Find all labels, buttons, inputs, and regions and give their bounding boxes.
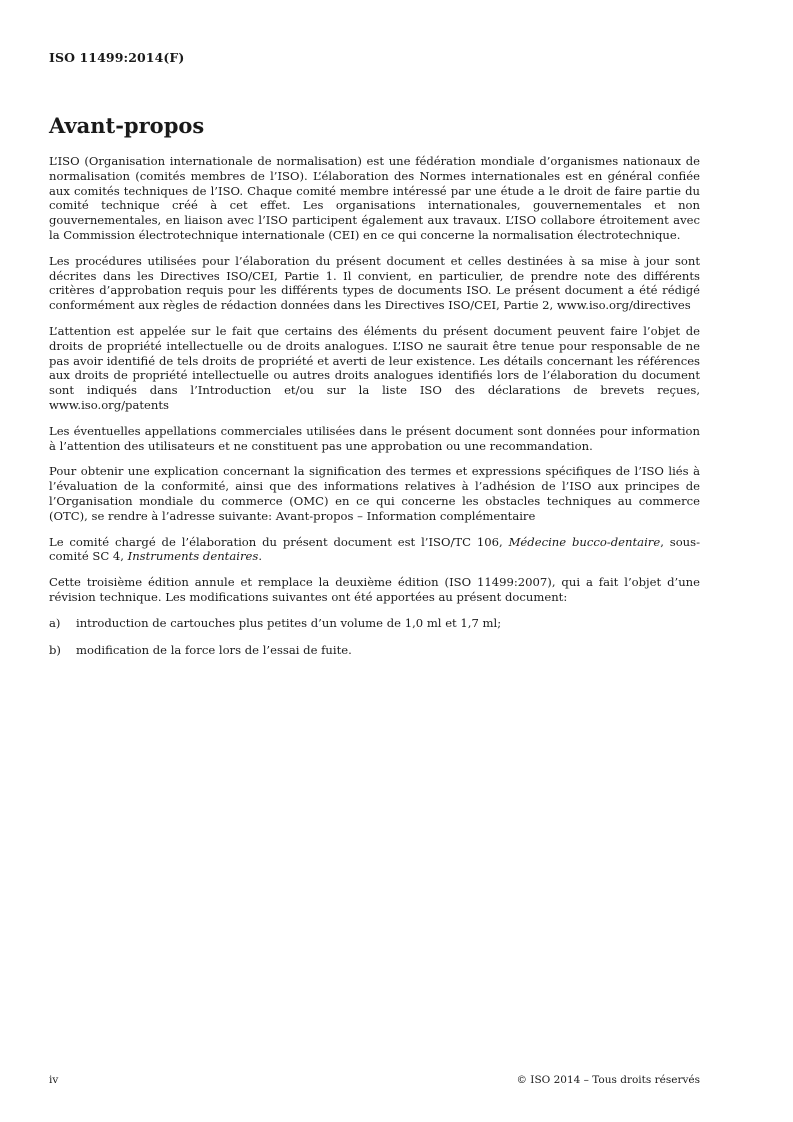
body-text — [49, 154, 700, 669]
changes-list — [49, 616, 700, 658]
committee-sc-title: Instruments dentaires — [127, 549, 259, 564]
list-marker: b) — [49, 642, 61, 657]
paragraph-iso-intro: L’ISO (Organisation internationale de normalisation) est une fédération mondiale d’organismes nationaux de normalisation (comités membres de l’ISO). L’élaboration des Normes internationales est en général confiée aux comités techniques de l’ISO. Chaque comité membre intéressé par une étude a le droit de faire partie du comité technique créé à cet effet. Les organisations internationales, gouvernementales et non gouvernementales, en liaison avec l’ISO participent également aux travaux. L’ISO collabore étroitement avec la Commission électrotechnique internationale (CEI) en ce qui concerne la normalisation électrotechnique. — [49, 154, 700, 242]
paragraph-trade-names: Les éventuelles appellations commerciales utilisées dans le présent document sont données pour information à l’attention des utilisateurs et ne constituent pas une approbation ou une recommandation. — [49, 423, 700, 453]
page-title: Avant-propos — [49, 113, 205, 138]
page-footer — [49, 1074, 700, 1086]
paragraph-edition: Cette troisième édition annule et remplace la deuxième édition (ISO 11499:2007), qui a fait l’objet d’une révision technique. Les modifications suivantes ont été apportées au présent document: — [49, 575, 700, 604]
list-item — [49, 643, 700, 658]
paragraph-committee — [49, 535, 700, 565]
document-id: ISO 11499:2014(F) — [49, 50, 185, 65]
committee-lead: Le comité chargé de l’élaboration du présent document est l’ISO/TC 106, — [49, 534, 509, 549]
committee-end: . — [258, 549, 262, 564]
paragraph-procedures: Les procédures utilisées pour l’élaboration du présent document et celles destinées à sa mise à jour sont décrites dans les Directives ISO/CEI, Partie 1. Il convient, en particulier, de prendre note des différents critères d’approbation requis pour les différents types de documents ISO. Le présent document a été rédigé conformément aux règles de rédaction données dans les Directives ISO/CEI, Partie 2, www.iso.org/directives — [49, 253, 700, 313]
list-item — [49, 616, 700, 631]
committee-middle: , sous-comité SC 4, — [49, 534, 701, 564]
paragraph-patents: L’attention est appelée sur le fait que certains des éléments du présent document peuvent faire l’objet de droits de propriété intellectuelle ou de droits analogues. L’ISO ne saurait être tenue pour responsable de ne pas avoir identifié de tels droits de propriété et averti de leur existence. Les détails concernant les références aux droits de propriété intellectuelle ou autres droits analogues identifiés lors de l’élaboration du document sont indiqués dans l’Introduction et/ou sur la liste ISO des déclarations de brevets reçues, www.iso.org/patents — [49, 323, 700, 412]
list-item-text: modification de la force lors de l’essai de fuite. — [76, 642, 352, 657]
committee-tc-title: Médecine bucco-dentaire — [508, 534, 661, 549]
list-item-text: introduction de cartouches plus petites d’un volume de 1,0 ml et 1,7 ml; — [76, 615, 502, 630]
list-marker: a) — [49, 615, 61, 630]
page-number: iv — [49, 1074, 59, 1086]
copyright-notice: © ISO 2014 – Tous droits réservés — [516, 1074, 700, 1086]
paragraph-conformity: Pour obtenir une explication concernant la signification des termes et expressions spécifiques de l’ISO liés à l’évaluation de la conformité, ainsi que des informations relatives à l’adhésion de l’ISO aux principes de l’Organisation mondiale du commerce (OMC) en ce qui concerne les obstacles techniques au commerce (OTC), se rendre à l’adresse suivante: Avant-propos – Information complémentaire — [49, 464, 700, 523]
document-page — [49, 0, 700, 1122]
